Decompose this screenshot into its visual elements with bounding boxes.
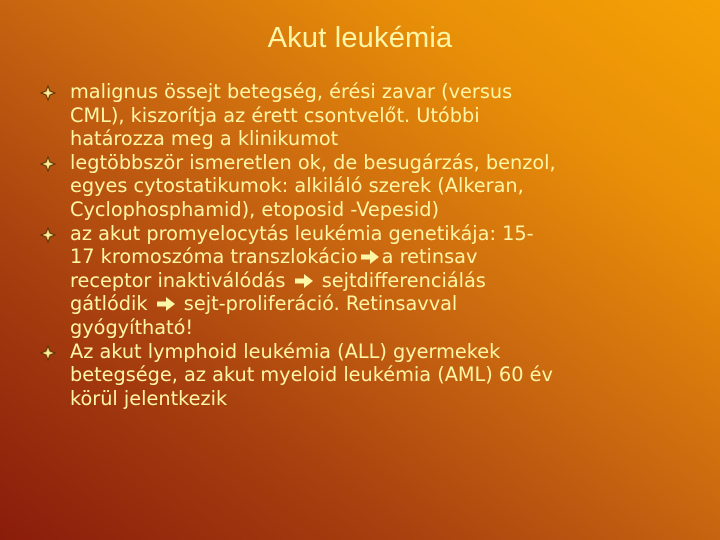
bullet-text (70, 151, 680, 222)
right-arrow-icon (156, 296, 176, 312)
bullet-icon (40, 227, 56, 243)
bullet-text-segment: legtöbbször ismeretlen ok, de besugárzás, benzol, egyes cytostatikumok: alkiláló szerek (Alkeran, Cyclophosphamid), etoposid -Vepesid) (70, 150, 556, 221)
bullet-item (40, 80, 680, 151)
bullet-text-segment: Az akut lymphoid leukémia (ALL) gyermekek betegsége, az akut myeloid leukémia (AML) 60 év körül jelentkezik (70, 339, 553, 410)
bullet-text (70, 340, 680, 411)
bullet-item (40, 222, 680, 340)
bullet-text-segment: az akut promyelocytás leukémia genetikája: 15- 17 kromoszóma transzlokácio (70, 221, 534, 269)
bullet-item (40, 340, 680, 411)
bullet-text-segment: sejt-proliferáció. Retinsavval gyógyítható! (70, 292, 458, 339)
bullet-icon (40, 85, 56, 101)
bullet-item (40, 151, 680, 222)
bullet-icon (40, 345, 56, 361)
bullet-text-segment: malignus össejt betegség, érési zavar (versus CML), kiszorítja az érett csontvelőt. Utóbbi határozza meg a klinikumot (70, 80, 513, 151)
bullet-text (70, 222, 680, 340)
bullet-icon (40, 156, 56, 172)
right-arrow-icon (360, 249, 380, 265)
bullet-text-segment: sejtdifferenciálás gátlódik (70, 268, 486, 316)
bullet-text (70, 80, 680, 151)
bullet-text-segment: a retinsav receptor inaktiválódás (70, 245, 478, 292)
right-arrow-icon (294, 273, 314, 289)
bullet-list (40, 80, 680, 410)
slide-title: Akut leukémia (267, 22, 453, 54)
